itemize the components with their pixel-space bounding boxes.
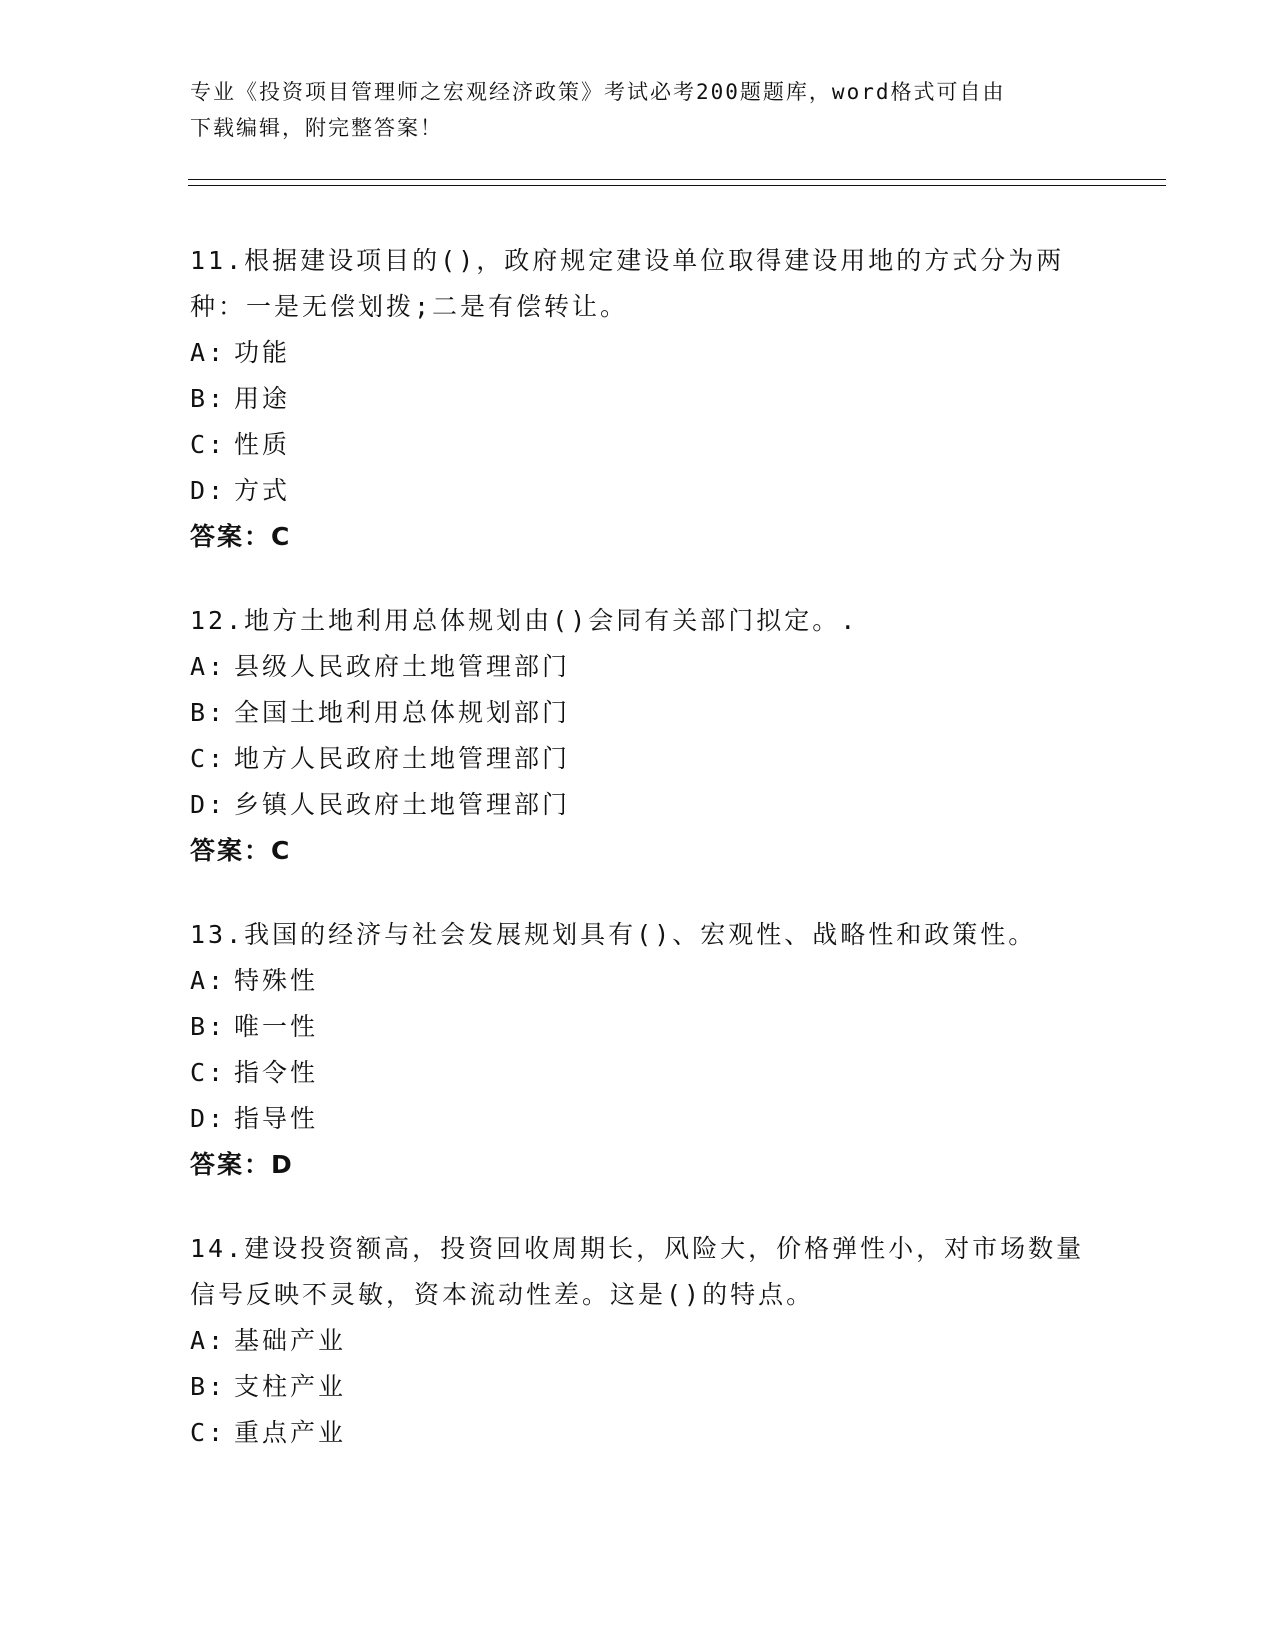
option-text: 县级人民政府土地管理部门 <box>234 652 571 681</box>
option-text: 用途 <box>234 384 291 413</box>
question-list <box>190 238 1090 1494</box>
option-a <box>190 644 1090 690</box>
answer-line: 答案：C <box>190 836 292 865</box>
option-letter: D: <box>190 476 227 505</box>
option-letter: C: <box>190 1418 227 1447</box>
option-letter: C: <box>190 744 227 773</box>
header-line-2: 下载编辑，附完整答案！ <box>190 116 443 140</box>
option-letter: B: <box>190 698 227 727</box>
option-b <box>190 1364 1090 1410</box>
question-14 <box>190 1226 1090 1456</box>
option-text: 指令性 <box>234 1058 319 1087</box>
option-d <box>190 782 1090 828</box>
question-13 <box>190 912 1090 1188</box>
question-11 <box>190 238 1090 560</box>
question-text: 11.根据建设项目的()，政府规定建设单位取得建设用地的方式分为两种：一是无偿划拨;二是有偿转让。 <box>190 246 1065 321</box>
option-text: 唯一性 <box>234 1012 319 1041</box>
option-text: 基础产业 <box>234 1326 347 1355</box>
option-b <box>190 1004 1090 1050</box>
option-text: 支柱产业 <box>234 1372 347 1401</box>
question-text: 14.建设投资额高，投资回收周期长，风险大，价格弹性小，对市场数量信号反映不灵敏，资本流动性差。这是()的特点。 <box>190 1234 1085 1309</box>
option-letter: A: <box>190 1326 227 1355</box>
option-letter: A: <box>190 652 227 681</box>
option-letter: B: <box>190 1012 227 1041</box>
option-letter: B: <box>190 1372 227 1401</box>
option-b <box>190 376 1090 422</box>
answer-line: 答案：C <box>190 522 292 551</box>
option-a <box>190 958 1090 1004</box>
option-a <box>190 1318 1090 1364</box>
option-b <box>190 690 1090 736</box>
option-letter: D: <box>190 790 227 819</box>
option-c <box>190 1410 1090 1456</box>
option-text: 地方人民政府土地管理部门 <box>234 744 571 773</box>
option-letter: B: <box>190 384 227 413</box>
option-letter: C: <box>190 430 227 459</box>
option-c <box>190 422 1090 468</box>
option-letter: A: <box>190 966 227 995</box>
header-line-1: 专业《投资项目管理师之宏观经济政策》考试必考200题题库，word格式可自由 <box>190 80 1006 104</box>
document-header <box>190 74 1090 146</box>
option-text: 乡镇人民政府土地管理部门 <box>234 790 571 819</box>
option-text: 指导性 <box>234 1104 319 1133</box>
option-letter: A: <box>190 338 227 367</box>
option-c <box>190 1050 1090 1096</box>
answer-line: 答案：D <box>190 1150 294 1179</box>
option-letter: D: <box>190 1104 227 1133</box>
header-divider-top <box>188 179 1166 180</box>
option-text: 方式 <box>234 476 291 505</box>
option-text: 特殊性 <box>234 966 319 995</box>
option-letter: C: <box>190 1058 227 1087</box>
option-d <box>190 1096 1090 1142</box>
question-text: 13.我国的经济与社会发展规划具有()、宏观性、战略性和政策性。 <box>190 920 1037 949</box>
option-d <box>190 468 1090 514</box>
header-divider-bottom <box>188 185 1166 186</box>
option-text: 功能 <box>234 338 291 367</box>
option-a <box>190 330 1090 376</box>
option-text: 全国土地利用总体规划部门 <box>234 698 571 727</box>
option-text: 重点产业 <box>234 1418 347 1447</box>
option-text: 性质 <box>234 430 291 459</box>
question-12 <box>190 598 1090 874</box>
option-c <box>190 736 1090 782</box>
question-text: 12.地方土地利用总体规划由()会同有关部门拟定。. <box>190 606 859 635</box>
